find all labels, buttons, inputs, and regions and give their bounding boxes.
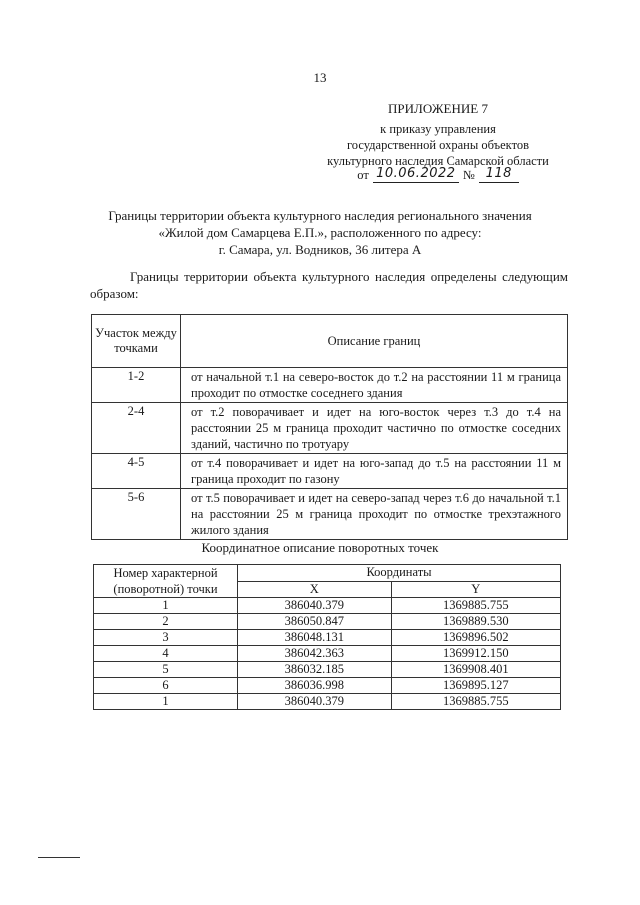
table-row	[94, 646, 561, 662]
x-cell: 386032.185	[238, 662, 392, 678]
document-title-line-1: Границы территории объекта культурного наследия регионального значения	[108, 208, 532, 223]
borders-table	[91, 314, 568, 540]
intro-paragraph: Границы территории объекта культурного наследия определены следующим образом:	[90, 269, 568, 301]
table-row	[94, 662, 561, 678]
point-cell: 2	[94, 614, 238, 630]
header-coordinates: Координаты	[238, 565, 561, 582]
point-cell: 1	[94, 598, 238, 614]
section-cell: 5-6	[92, 489, 181, 540]
y-cell: 1369896.502	[391, 630, 560, 646]
point-cell: 4	[94, 646, 238, 662]
handwritten-number: 118	[479, 166, 519, 183]
table-row	[92, 368, 568, 403]
date-prefix: от	[357, 168, 369, 182]
appendix-line-3: культурного наследия Самарской области	[327, 154, 549, 168]
point-cell: 3	[94, 630, 238, 646]
table-row	[94, 678, 561, 694]
page-number: 13	[313, 70, 327, 85]
description-cell: от начальной т.1 на северо-восток до т.2 на расстоянии 11 м граница проходит по отмостке соседнего здания	[181, 368, 568, 403]
x-cell: 386042.363	[238, 646, 392, 662]
header-description: Описание границ	[181, 315, 568, 368]
header-x: X	[238, 581, 392, 598]
x-cell: 386036.998	[238, 678, 392, 694]
y-cell: 1369908.401	[391, 662, 560, 678]
appendix-title: ПРИЛОЖЕНИЕ 7	[388, 101, 488, 116]
footnote-divider	[38, 857, 80, 858]
x-cell: 386048.131	[238, 630, 392, 646]
table-row	[94, 630, 561, 646]
description-cell: от т.2 поворачивает и идет на юго-восток через т.3 до т.4 на расстоянии 25 м граница проходит частично по отмостке соседних зданий, частично по тротуару	[181, 403, 568, 454]
table-row	[94, 614, 561, 630]
number-label: №	[462, 168, 475, 182]
coords-table	[93, 564, 561, 710]
point-cell: 5	[94, 662, 238, 678]
table-row	[94, 598, 561, 614]
table-row	[92, 489, 568, 540]
document-title-line-2: «Жилой дом Самарцева Е.П.», расположенного по адресу:	[158, 225, 482, 240]
table-row	[94, 694, 561, 710]
description-cell: от т.4 поворачивает и идет на юго-запад до т.5 на расстоянии 11 м граница проходит по газону	[181, 454, 568, 489]
description-cell: от т.5 поворачивает и идет на северо-запад через т.6 до начальной т.1 на расстоянии 25 м граница проходит по отмостке трехэтажного жилого здания	[181, 489, 568, 540]
y-cell: 1369889.530	[391, 614, 560, 630]
x-cell: 386050.847	[238, 614, 392, 630]
y-cell: 1369885.755	[391, 598, 560, 614]
appendix-line-1: к приказу управления	[380, 122, 496, 136]
coords-header-row-1	[94, 565, 561, 582]
table-row	[92, 454, 568, 489]
point-cell: 1	[94, 694, 238, 710]
y-cell: 1369895.127	[391, 678, 560, 694]
y-cell: 1369912.150	[391, 646, 560, 662]
section-cell: 4-5	[92, 454, 181, 489]
header-y: Y	[391, 581, 560, 598]
header-point-number: Номер характерной (поворотной) точки	[94, 565, 238, 598]
borders-table-header	[92, 315, 568, 368]
x-cell: 386040.379	[238, 694, 392, 710]
document-title-line-3: г. Самара, ул. Водников, 36 литера А	[218, 242, 422, 257]
appendix-date-row	[308, 166, 568, 183]
handwritten-date: 10.06.2022	[373, 166, 459, 183]
x-cell: 386040.379	[238, 598, 392, 614]
section-cell: 2-4	[92, 403, 181, 454]
table-row	[92, 403, 568, 454]
header-section: Участок между точками	[92, 315, 181, 368]
y-cell: 1369885.755	[391, 694, 560, 710]
section-cell: 1-2	[92, 368, 181, 403]
appendix-line-2: государственной охраны объектов	[346, 138, 530, 152]
coords-title: Координатное описание поворотных точек	[201, 540, 439, 555]
point-cell: 6	[94, 678, 238, 694]
